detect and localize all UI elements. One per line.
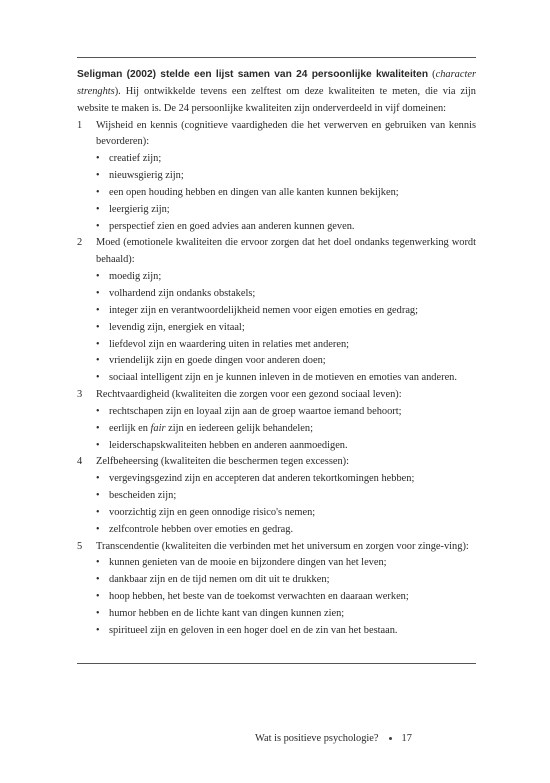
bullet-icon: • [96,203,100,215]
bullet-icon: • [96,304,100,316]
list-item-text: hoop hebben, het beste van de toekomst verwachten en daaraan werken; [109,591,409,603]
list-item-text: humor hebben en de lichte kant van dingen kunnen zien; [109,608,345,619]
list-item [96,269,476,286]
list-item [96,353,476,370]
list-item-text: leiderschapskwaliteiten hebben en anderen aanmoedigen. [109,439,348,451]
list-item [96,555,476,572]
page-number: 17 [401,733,412,744]
domain-4 [77,454,476,538]
domain-number: 1 [77,119,83,131]
top-rule [77,57,476,58]
list-item [96,320,476,337]
list-item-text: liefdevol zijn en waardering uiten in relaties met anderen; [109,338,350,350]
list-item-text: bescheiden zijn; [109,490,177,502]
list-item-text: vergevingsgezind zijn en accepteren dat anderen tekortkomingen hebben; [109,473,415,485]
page-body [77,67,476,640]
list-item-text: integer zijn en verantwoordelijkheid nemen voor eigen emoties en gedrag; [109,304,419,316]
list-item-text: moedig zijn; [109,271,162,283]
intro-paragraph [77,67,476,118]
domain-heading: Transcendentie (kwaliteiten die verbinden met het universum en zorgen voor zinge-ving): [96,540,469,552]
list-item [96,623,476,640]
bullet-icon: • [96,557,100,569]
list-item [96,286,476,303]
list-item [96,522,476,539]
bullet-icon: • [96,523,100,535]
domain-item-list [96,471,476,538]
bullet-icon: • [96,405,100,417]
list-item [96,606,476,623]
list-item-text: sociaal intelligent zijn en je kunnen inleven in de motieven en emoties van anderen. [109,372,457,384]
bullet-icon: • [96,287,100,299]
domain-number: 2 [77,237,83,249]
bullet-icon: • [96,490,100,502]
bullet-icon: • [96,372,100,384]
intro-rest: ). Hij ontwikkelde tevens een zelftest om deze kwaliteiten te meten, die via zijn website te maken is. De 24 persoonlijke kwaliteiten zijn onderverdeeld in vijf domeinen: [77,85,476,114]
bullet-icon: • [96,506,100,518]
intro-lead: Seligman (2002) stelde een lijst samen van 24 persoonlijke kwaliteiten [77,69,429,80]
list-item-text: leergierig zijn; [109,203,170,215]
domain-3 [77,387,476,454]
bullet-icon: • [96,574,100,586]
list-item [96,337,476,354]
bullet-icon: • [96,220,100,232]
list-item-text: nieuwsgierig zijn; [109,170,184,182]
domain-5 [77,539,476,640]
bullet-icon: • [96,608,100,619]
page-footer [255,733,412,744]
list-item [96,202,476,219]
list-item-text: levendig zijn, energiek en vitaal; [109,321,245,333]
domain-number: 3 [77,389,83,401]
domain-number: 5 [77,540,83,552]
bullet-icon: • [96,422,100,434]
list-item-text: creatief zijn; [109,153,162,165]
bullet-icon: • [96,170,100,182]
list-item [96,438,476,455]
list-item [96,404,476,421]
list-item [96,421,476,438]
domain-heading: Rechtvaardigheid (kwaliteiten die zorgen voor een gezond sociaal leven): [96,389,402,401]
list-item [96,505,476,522]
bullet-icon: • [96,473,100,485]
intro-paren-open: ( [428,69,436,80]
list-item [96,589,476,606]
domain-heading: Wijsheid en kennis (cognitieve vaardigheden die het verwerven en gebruiken van kennis bevorderen): [96,119,476,148]
list-item [96,168,476,185]
list-item [96,572,476,589]
domain-item-list [96,151,476,235]
bottom-rule [77,663,476,664]
domain-heading: Zelfbeheersing (kwaliteiten die beschermen tegen excessen): [96,456,350,468]
intro-italic-term: character strenghts [77,69,476,97]
domain-number: 4 [77,456,83,468]
list-item-text: zelfcontrole hebben over emoties en gedrag. [109,523,294,535]
domain-heading: Moed (emotionele kwaliteiten die ervoor zorgen dat het doel ondanks tegenwerking wordt behaald): [96,237,476,266]
list-item-text: volhardend zijn ondanks obstakels; [109,287,256,299]
list-item [96,303,476,320]
separator-dot [389,737,392,740]
list-item [96,471,476,488]
list-item-text: voorzichtig zijn en geen onnodige risico's nemen; [109,506,316,518]
list-item-text: vriendelijk zijn en goede dingen voor anderen doen; [109,355,326,367]
domain-item-list [96,555,476,639]
domain-2 [77,235,476,387]
list-item [96,219,476,236]
bullet-icon: • [96,338,100,350]
list-item [96,370,476,387]
list-item [96,185,476,202]
bullet-icon: • [96,321,100,333]
domain-item-list [96,404,476,455]
list-item-text: een open houding hebben en dingen van alle kanten kunnen bekijken; [109,186,399,198]
bullet-icon: • [96,591,100,603]
domain-1 [77,118,476,236]
bullet-icon: • [96,355,100,367]
list-item [96,151,476,168]
bullet-icon: • [96,624,100,636]
bullet-icon: • [96,153,100,165]
domain-list [77,118,476,640]
running-title: Wat is positieve psychologie? [255,733,379,744]
domain-item-list [96,269,476,387]
list-item-text: dankbaar zijn en de tijd nemen om dit uit te drukken; [109,574,330,586]
bullet-icon: • [96,186,100,198]
bullet-icon: • [96,439,100,451]
list-item-text: rechtschapen zijn en loyaal zijn aan de groep waartoe iemand behoort; [109,405,402,417]
list-item-text: perspectief zien en goed advies aan anderen kunnen geven. [109,220,355,232]
list-item-text: spiritueel zijn en geloven in een hoger doel en de zin van het bestaan. [109,624,398,636]
bullet-icon: • [96,271,100,283]
list-item-text: kunnen genieten van de mooie en bijzondere dingen van het leven; [109,557,387,569]
list-item-text: eerlijk en fair zijn en iedereen gelijk behandelen; [109,422,313,434]
list-item [96,488,476,505]
